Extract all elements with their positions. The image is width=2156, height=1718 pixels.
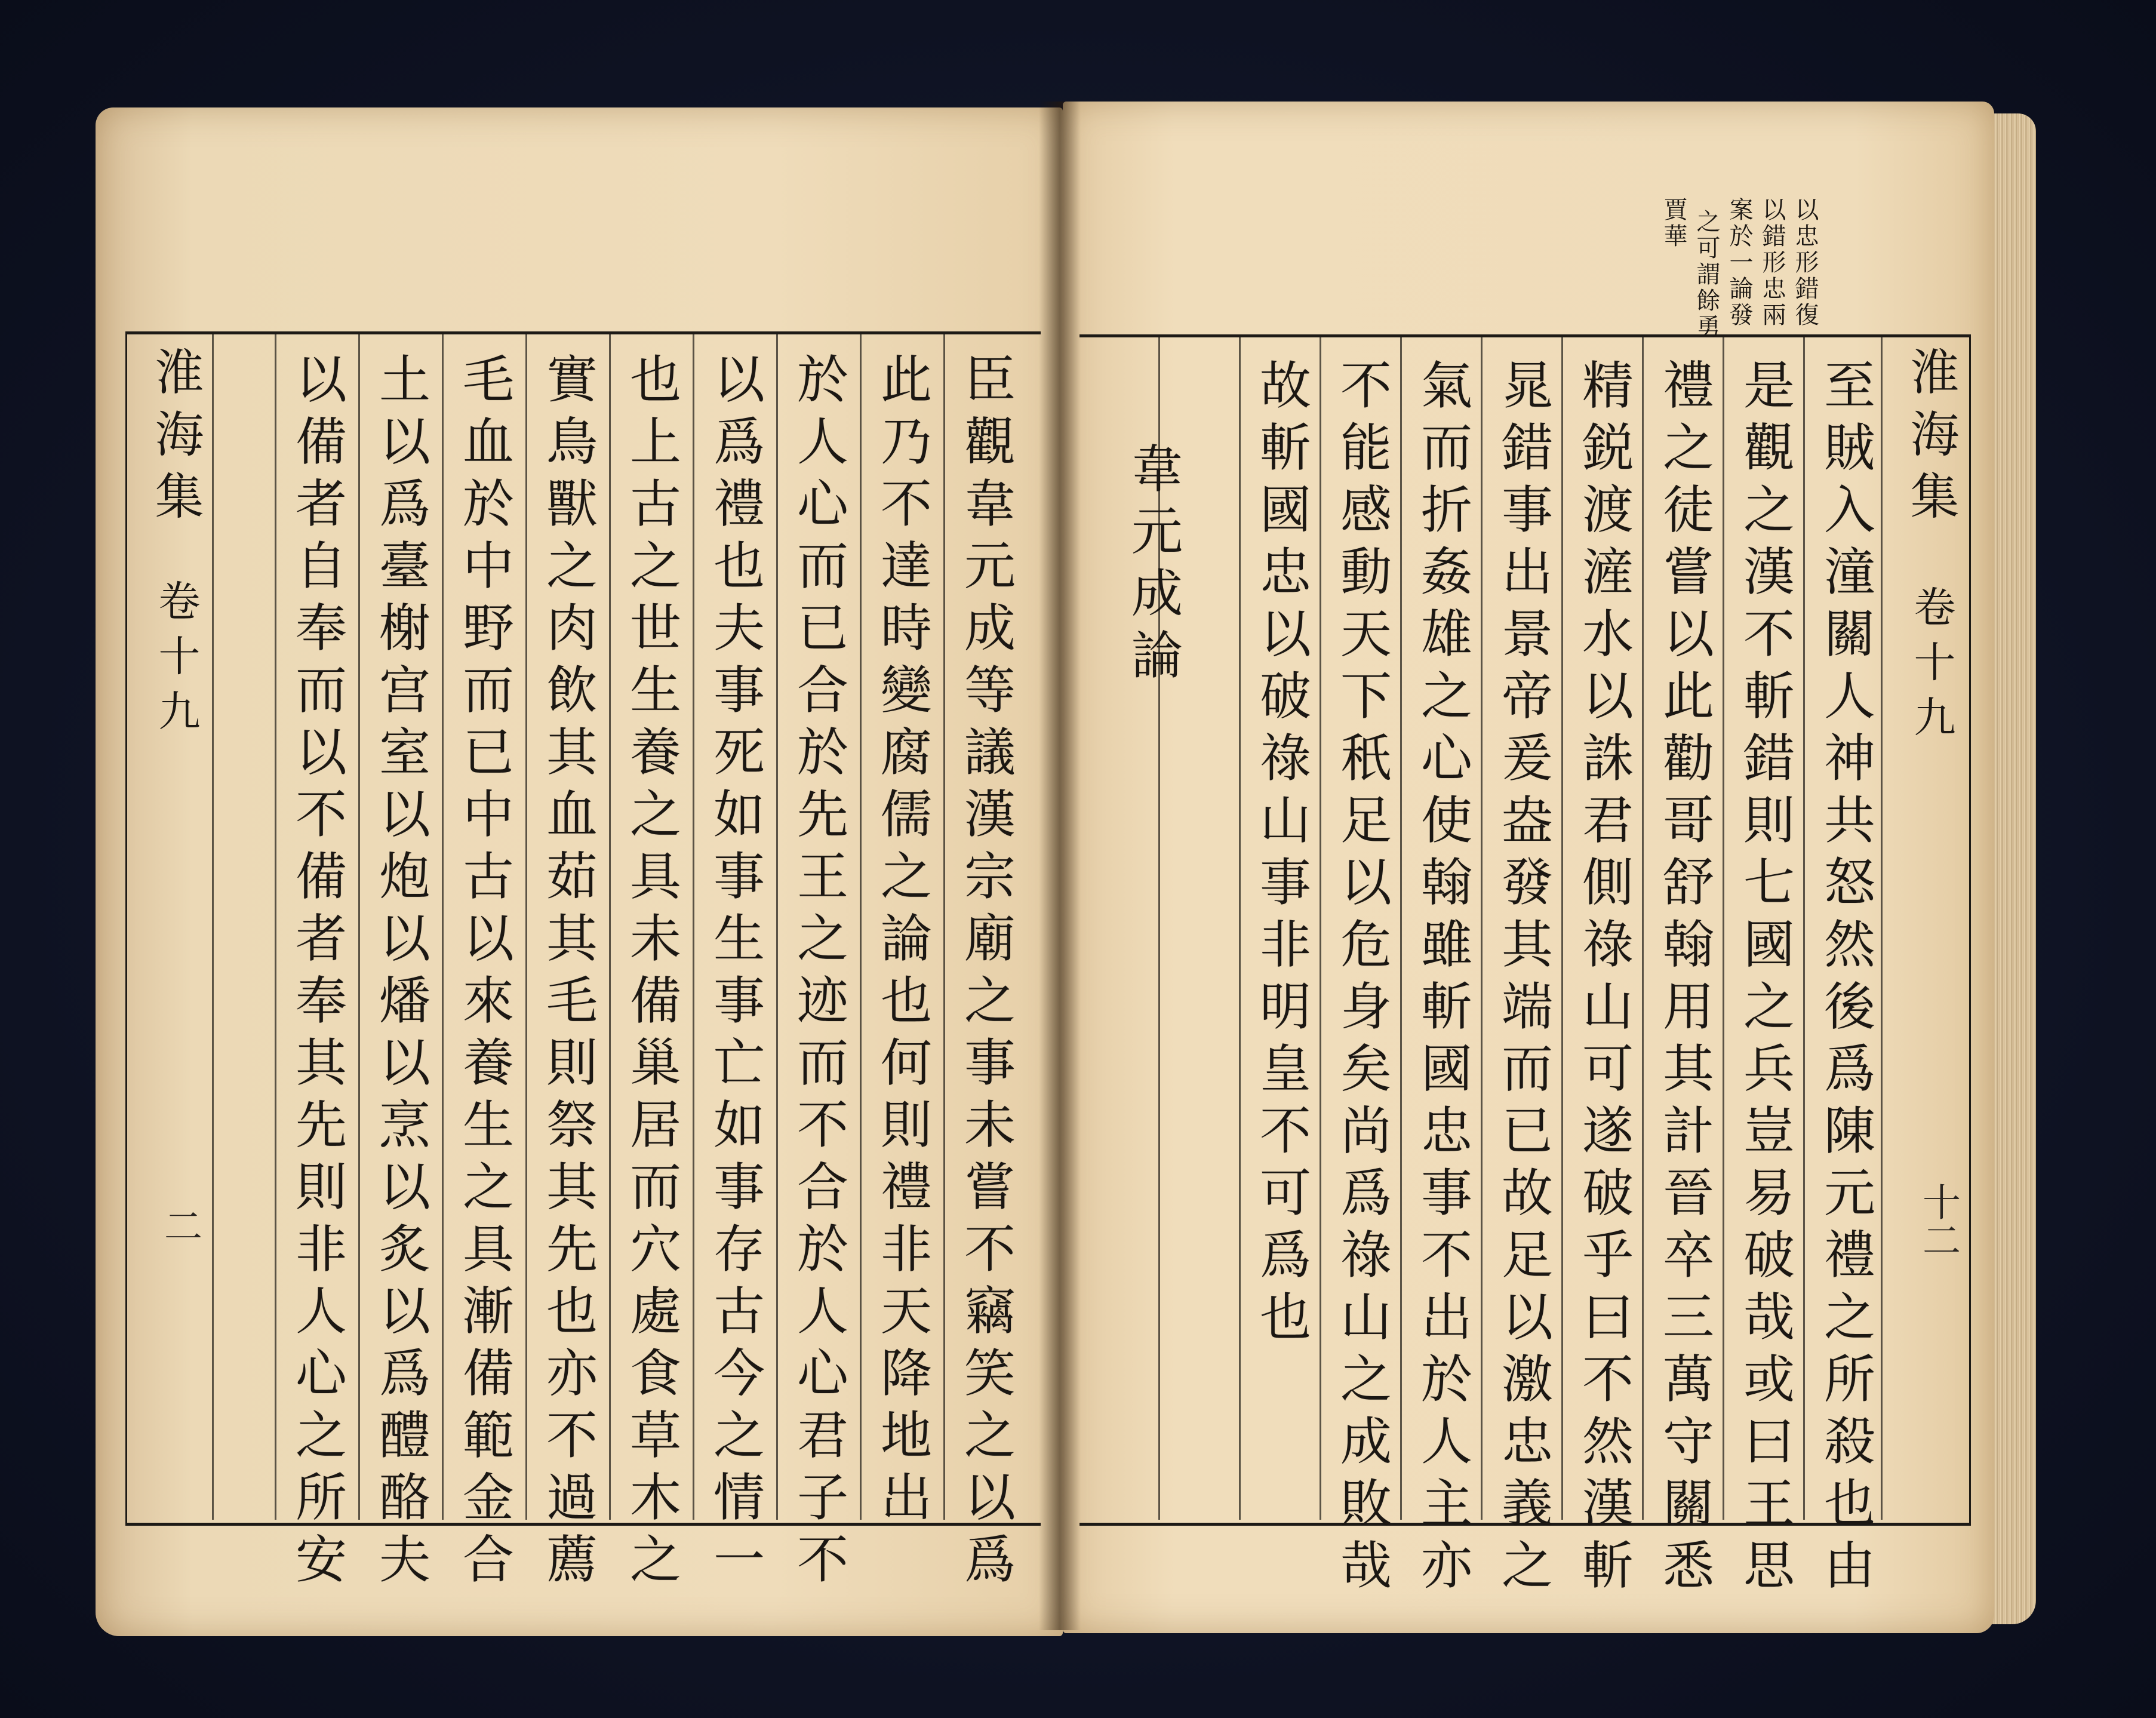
- left-text-column-6: 實鳥獸之肉飲其血茹其毛則祭其先也亦不過薦: [537, 352, 597, 1594]
- right-text-column-8: 故斬國忠以破祿山事非明皇不可爲也: [1251, 358, 1311, 1352]
- left-page-number: 二: [158, 1206, 202, 1244]
- column-rule: [1400, 337, 1402, 1520]
- annotation-column-5: 賈華: [1660, 197, 1687, 250]
- right-text-column-3: 禮之徒嘗以此勸哥舒翰用其計晉卒三萬守關悉: [1654, 358, 1714, 1600]
- right-page-number: 十二: [1916, 1182, 1960, 1259]
- annotation-column-2: 以錯形忠兩: [1758, 197, 1786, 328]
- column-rule: [1642, 337, 1644, 1520]
- annotation-column-4: 之可謂餘勇: [1693, 209, 1720, 340]
- left-margin-title: 淮海集: [147, 346, 204, 533]
- column-rule: [1239, 337, 1241, 1520]
- column-rule: [1481, 337, 1483, 1520]
- column-rule: [1803, 337, 1805, 1520]
- annotation-column-3: 案於一論發: [1726, 197, 1753, 328]
- right-text-column-4: 精鋭渡滻水以誅君側祿山可遂破乎曰不然漢斬: [1573, 358, 1633, 1600]
- column-rule: [860, 334, 862, 1520]
- right-volume-label: 卷十九: [1907, 585, 1956, 750]
- column-rule: [693, 334, 694, 1520]
- column-rule: [609, 334, 611, 1520]
- left-text-column-7: 毛血於中野而已中古以來養生之具漸備範金合: [454, 352, 513, 1594]
- column-rule: [1320, 337, 1321, 1520]
- column-rule: [943, 334, 945, 1520]
- column-rule: [358, 334, 360, 1520]
- column-rule: [776, 334, 778, 1520]
- essay-title: 韋元成論: [1122, 442, 1182, 690]
- right-text-column-5: 晁錯事出景帝爰盎發其端而已故足以激忠義之: [1493, 358, 1552, 1600]
- annotation-column-1: 以忠形錯復: [1791, 197, 1819, 328]
- left-text-column-2: 此乃不達時變腐儒之論也何則禮非天降地出: [872, 352, 931, 1532]
- right-text-column-7: 不能感動天下秖足以危身矣尚爲祿山之成敗哉: [1331, 358, 1391, 1600]
- right-text-column-2: 是觀之漢不斬錯則七國之兵豈易破哉或曰王思: [1734, 358, 1794, 1600]
- left-text-column-1: 臣觀韋元成等議漢宗廟之事未嘗不竊笑之以爲: [955, 352, 1015, 1594]
- right-margin-title: 淮海集: [1902, 346, 1959, 533]
- column-rule: [442, 334, 444, 1520]
- column-rule: [1723, 337, 1724, 1520]
- book-gutter: [1039, 102, 1081, 1630]
- right-text-column-1: 至賊入潼關人神共怒然後爲陳元禮之所殺也由: [1815, 358, 1875, 1600]
- left-text-column-5: 也上古之世生養之具未備巢居而穴處食草木之: [621, 352, 681, 1594]
- column-rule: [525, 334, 527, 1520]
- left-text-column-8: 土以爲臺榭宫室以炮以燔以烹以炙以爲醴酪夫: [370, 352, 430, 1594]
- left-text-column-4: 以爲禮也夫事死如事生事亡如事存古今之情一: [705, 352, 764, 1594]
- right-text-column-6: 氣而折姦雄之心使翰雖斬國忠事不出於人主亦: [1412, 358, 1472, 1600]
- left-volume-label: 卷十九: [152, 579, 201, 744]
- column-rule: [1561, 337, 1563, 1520]
- left-margin-rule: [212, 334, 214, 1520]
- left-text-column-9: 以備者自奉而以不備者奉其先則非人心之所安: [287, 352, 346, 1594]
- left-text-column-3: 於人心而已合於先王之迹而不合於人心君子不: [788, 352, 848, 1594]
- column-rule: [275, 334, 276, 1520]
- right-margin-rule: [1881, 337, 1883, 1520]
